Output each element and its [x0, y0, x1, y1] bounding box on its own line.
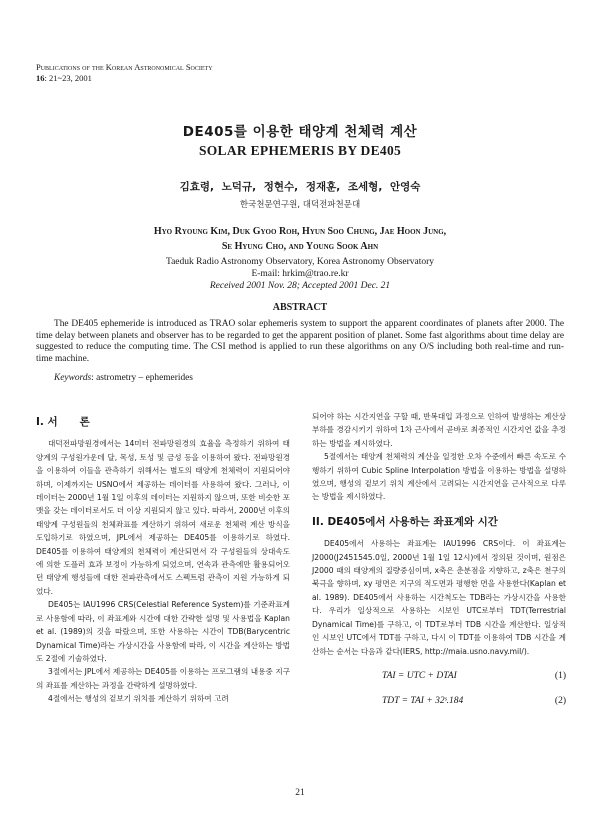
body-paragraph: DE405에서 사용하는 좌표계는 IAU1996 CRS이다. 이 좌표계는 J2000(J2451545.0일, 2000년 1월 1일 12시)에서 정의된 것이며, 원점은 J2000 때의 태양계의 질량중심이며, x축은 춘분점을 지향하고, z축은 천구의 북극을 향하며, xy 평면은 지구의 적도면과 평행한 면을 사용한다(Kaplan et al. 1989). DE405에서 사용하는 시간척도는 TDB라는 가상시간을 사용한다. 우리가 일상적으로 사용하는 시보인 UTC로부터 TDT(Terrestrial Dynamical Time)를 구하고, 이 TDT로부터 TDB 시간을 계산한다. 일상적인 시보인 UTC에서 TDT를 구하고, 다시 이 TDT를 이용하여 TDB 시간을 계산하는 순서는 다음과 같다(IERS, http://maia.usno.navy.mil/).	[312, 539, 566, 656]
equation-1	[312, 670, 566, 683]
abstract-heading: ABSTRACT	[272, 302, 328, 313]
paper-title-korean: DE405를 이용한 태양계 천체력 계산	[182, 124, 418, 140]
body-paragraph: 되어야 하는 시간지연을 구할 때, 반복대입 과정으로 인하여 발생하는 계산상 부하를 경감시키기 위하여 1차 근사에서 곧바로 최종적인 시간지연 값을 추정하는 방법을 제시하였다.	[312, 412, 566, 448]
abstract-text: The DE405 ephemeride is introduced as TRAO solar ephemeris system to support the apparent coordinates of planets after 2000. The time delay between planets and observer has to be regarded to get the apparent position of planet. Some fast algorithms about time delay are suggested to reduce the computing time. The CSI method is applied to run these algorithms on any O/S including both real-time and run-time machine.	[36, 319, 564, 364]
journal-pages: : 21~23, 2001	[44, 73, 92, 83]
equation-2-number: (2)	[554, 696, 566, 707]
keywords-label: Keywords	[54, 373, 92, 384]
journal-header	[36, 62, 213, 84]
journal-volume: 16	[36, 73, 45, 83]
equation-1-formula: TAI = UTC + DTAI	[382, 670, 457, 681]
author-email: E-mail: hrkim@trao.re.kr	[251, 269, 349, 279]
authors-korean: 김효령, 노덕규, 정현수, 정재훈, 조세형, 안영숙	[179, 181, 421, 193]
authors-english-line2: Se Hyung Cho, and Young Sook Ahn	[221, 241, 379, 252]
received-dates: Received 2001 Nov. 28; Accepted 2001 Dec. 21	[209, 281, 391, 291]
page-number: 21	[295, 788, 305, 798]
right-column	[312, 410, 566, 709]
body-paragraph: DE405는 IAU1996 CRS(Celestial Reference System)를 기준좌표계로 사용함에 따라, 이 좌표계와 시간에 대한 간략한 설명 및 사용법을 Kaplan et al. (1989)의 것을 따랐으며, 또한 사용하는 시간이 TDB(Barycentric Dynamical Time)라는 가상시간을 사용함에 따라, 이 시간을 계산하는 방법도 2절에 기술하였다.	[36, 600, 290, 663]
authors-english	[0, 224, 600, 254]
journal-name: Publications of the Korean Astronomical Society	[36, 62, 213, 72]
keywords	[54, 373, 564, 383]
title-block	[0, 120, 600, 292]
section-heading-introduction: I. 서 론	[36, 416, 90, 428]
body-paragraph: 5절에서는 태양계 천체력의 계산을 일정한 오차 수준에서 빠른 속도로 수행하기 위하여 Cubic Spline Interpolation 방법을 이용하는 방법을 설명하였으며, 행성의 겉보기 위치 계산에서 고려되는 시간지연을 근사적으로 다루는 방법을 제시하였다.	[312, 452, 566, 502]
equation-2	[312, 695, 566, 708]
affiliation-english: Taeduk Radio Astronomy Observatory, Korea Astronomy Observatory	[165, 257, 435, 267]
paper-title-english: SOLAR EPHEMERIS BY DE405	[198, 143, 402, 158]
affiliation-korean: 한국천문연구원, 대덕전파천문대	[239, 200, 361, 210]
left-column	[36, 410, 290, 706]
authors-english-line1: Hyo Ryoung Kim, Duk Gyoo Roh, Hyun Soo Chung, Jae Hoon Jung,	[153, 226, 447, 237]
abstract	[36, 302, 564, 383]
body-paragraph: 4절에서는 행성의 겉보기 위치를 계산하기 위하여 고려	[48, 694, 229, 704]
equation-2-formula: TDT = TAI + 32ˢ.184	[382, 696, 464, 707]
body-paragraph: 3절에서는 JPL에서 제공하는 DE405를 이용하는 프로그램의 내용중 지구의 좌표를 계산하는 과정을 간략하게 설명하였다.	[36, 667, 290, 690]
equation-1-number: (1)	[554, 670, 566, 681]
journal-volume-line	[36, 73, 213, 84]
section-heading-coordinates: II. DE405에서 사용하는 좌표계와 시간	[312, 515, 498, 528]
body-paragraph: 대덕전파망원경에서는 14미터 전파망원경의 효율을 측정하기 위하여 태양계의 구성원가운데 달, 목성, 토성 및 금성 등을 이용하여 왔다. 전파망원경을 이용하여 이들을 관측하기 위해서는 별도의 태양계 천체력이 지원되어야 하며, 이제까지는 USNO에서 제공하는 데이터를 사용하여 왔다. 그러나, 이 데이터는 2000년 1월 1일 이후의 데이터는 지원하지 않으며, 또한 비슷한 포맷을 갖는 데이터로서도 더 이상 지원되지 않고 있다. 따라서, 2000년 이후의 태양계 구성원들의 천체좌표를 계산하기 위하여 새로운 천체력 계산 방식을 도입하기로 하였으며, JPL에서 제공하는 DE405를 이용하기로 하였다. DE405를 이용하여 태양계의 천체력이 계산되면서 각 구성원들의 상대속도에 의한 도플러 효과 보정이 가능하게 되었으며, 연속과 관측에만 활용되어오던 태양계 행성들에 대한 전파관측에서도 스펙트럼 관측이 지원 가능하게 되었다.	[36, 439, 290, 596]
keywords-list: : astrometry – ephemerides	[91, 373, 193, 384]
